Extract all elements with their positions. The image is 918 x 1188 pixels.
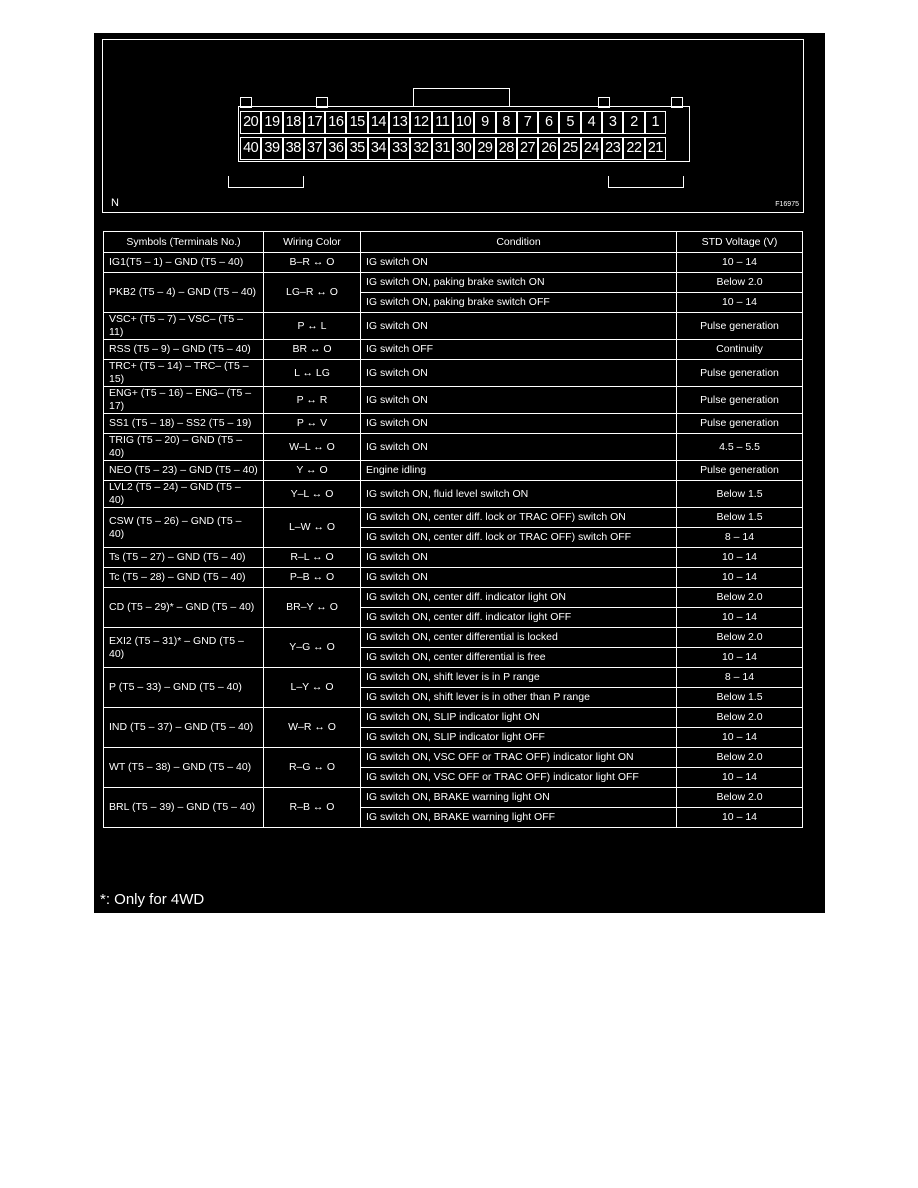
condition-cell: IG switch ON (361, 568, 677, 588)
symbol-cell: Ts (T5 – 27) – GND (T5 – 40) (104, 548, 264, 568)
condition-cell: IG switch ON, center diff. indicator light ON (361, 588, 677, 608)
condition-cell: IG switch ON (361, 434, 677, 461)
header-wiring-color: Wiring Color (264, 232, 361, 253)
wiring-color-cell: Y ↔ O (264, 461, 361, 481)
symbol-cell: SS1 (T5 – 18) – SS2 (T5 – 19) (104, 414, 264, 434)
symbol-cell: CSW (T5 – 26) – GND (T5 – 40) (104, 508, 264, 548)
voltage-cell: 10 – 14 (677, 548, 803, 568)
connector-pin: 14 (368, 111, 389, 134)
connector-pin: 1 (645, 111, 666, 134)
connector-pin: 12 (410, 111, 431, 134)
connector-pin: 27 (517, 137, 538, 160)
voltage-cell: 10 – 14 (677, 253, 803, 273)
footnote: *: Only for 4WD (100, 891, 205, 908)
wiring-color-cell: Y–G ↔ O (264, 628, 361, 668)
pin-row-top (240, 111, 666, 134)
header-condition: Condition (361, 232, 677, 253)
condition-cell: IG switch OFF (361, 340, 677, 360)
connector-pin: 21 (645, 137, 666, 160)
connector-pin: 34 (368, 137, 389, 160)
condition-cell: IG switch ON (361, 360, 677, 387)
header-symbols: Symbols (Terminals No.) (104, 232, 264, 253)
condition-cell: IG switch ON, paking brake switch OFF (361, 293, 677, 313)
voltage-cell: Pulse generation (677, 313, 803, 340)
symbol-cell: WT (T5 – 38) – GND (T5 – 40) (104, 748, 264, 788)
wiring-color-cell: BR ↔ O (264, 340, 361, 360)
voltage-cell: Pulse generation (677, 414, 803, 434)
condition-cell: IG switch ON, BRAKE warning light ON (361, 788, 677, 808)
header-std-voltage: STD Voltage (V) (677, 232, 803, 253)
voltage-cell: Below 1.5 (677, 688, 803, 708)
connector-pin: 37 (304, 137, 325, 160)
table-row (104, 628, 803, 648)
table-row (104, 313, 803, 340)
table-row (104, 708, 803, 728)
voltage-cell: 10 – 14 (677, 768, 803, 788)
connector-pin: 35 (346, 137, 367, 160)
connector-skirt-right (608, 176, 684, 188)
table-row (104, 668, 803, 688)
condition-cell: IG switch ON, fluid level switch ON (361, 481, 677, 508)
voltage-cell: Below 1.5 (677, 481, 803, 508)
voltage-cell: 4.5 – 5.5 (677, 434, 803, 461)
wiring-color-cell: W–R ↔ O (264, 708, 361, 748)
figure-id: F16975 (775, 201, 799, 208)
terminal-spec-table (103, 231, 803, 828)
symbol-cell: Tc (T5 – 28) – GND (T5 – 40) (104, 568, 264, 588)
voltage-cell: 10 – 14 (677, 568, 803, 588)
connector-pin: 7 (517, 111, 538, 134)
connector-pin: 36 (325, 137, 346, 160)
connector-pin: 17 (304, 111, 325, 134)
voltage-cell: 8 – 14 (677, 528, 803, 548)
wiring-color-cell: P ↔ L (264, 313, 361, 340)
connector-pin: 24 (581, 137, 602, 160)
wiring-color-cell: R–B ↔ O (264, 788, 361, 828)
symbol-cell: TRIG (T5 – 20) – GND (T5 – 40) (104, 434, 264, 461)
table-row (104, 340, 803, 360)
connector-pin: 31 (432, 137, 453, 160)
connector-pin: 18 (283, 111, 304, 134)
table-row (104, 253, 803, 273)
connector-pin: 3 (602, 111, 623, 134)
connector-pin: 15 (346, 111, 367, 134)
symbol-cell: NEO (T5 – 23) – GND (T5 – 40) (104, 461, 264, 481)
connector-pin: 30 (453, 137, 474, 160)
connector-key (413, 88, 510, 107)
condition-cell: IG switch ON (361, 414, 677, 434)
condition-cell: IG switch ON, center diff. lock or TRAC OFF) switch ON (361, 508, 677, 528)
connector-pin: 33 (389, 137, 410, 160)
connector-pin: 25 (559, 137, 580, 160)
connector-pin: 13 (389, 111, 410, 134)
condition-cell: Engine idling (361, 461, 677, 481)
symbol-cell: EXI2 (T5 – 31)* – GND (T5 – 40) (104, 628, 264, 668)
table-row (104, 548, 803, 568)
connector-pin: 19 (261, 111, 282, 134)
condition-cell: IG switch ON, center diff. lock or TRAC OFF) switch OFF (361, 528, 677, 548)
voltage-cell: Below 2.0 (677, 748, 803, 768)
connector-pin: 6 (538, 111, 559, 134)
connector-pin: 29 (474, 137, 495, 160)
condition-cell: IG switch ON (361, 548, 677, 568)
connector-pin: 32 (410, 137, 431, 160)
connector-pin: 39 (261, 137, 282, 160)
condition-cell: IG switch ON, SLIP indicator light ON (361, 708, 677, 728)
table-header-row (104, 232, 803, 253)
voltage-cell: 10 – 14 (677, 648, 803, 668)
table-row (104, 273, 803, 293)
connector-pin: 8 (496, 111, 517, 134)
condition-cell: IG switch ON (361, 313, 677, 340)
table-row (104, 568, 803, 588)
table-row (104, 748, 803, 768)
connector-pin: 10 (453, 111, 474, 134)
condition-cell: IG switch ON (361, 387, 677, 414)
table-row (104, 360, 803, 387)
condition-cell: IG switch ON, VSC OFF or TRAC OFF) indicator light ON (361, 748, 677, 768)
symbol-cell: LVL2 (T5 – 24) – GND (T5 – 40) (104, 481, 264, 508)
voltage-cell: 10 – 14 (677, 608, 803, 628)
symbol-cell: IG1(T5 – 1) – GND (T5 – 40) (104, 253, 264, 273)
connector-skirt-left (228, 176, 304, 188)
voltage-cell: Below 2.0 (677, 588, 803, 608)
wiring-color-cell: P–B ↔ O (264, 568, 361, 588)
wiring-color-cell: P ↔ R (264, 387, 361, 414)
symbol-cell: BRL (T5 – 39) – GND (T5 – 40) (104, 788, 264, 828)
symbol-cell: CD (T5 – 29)* – GND (T5 – 40) (104, 588, 264, 628)
table-row (104, 414, 803, 434)
connector-pin: 20 (240, 111, 261, 134)
connector-pin: 9 (474, 111, 495, 134)
condition-cell: IG switch ON, shift lever is in P range (361, 668, 677, 688)
pin-row-bottom (240, 137, 666, 160)
symbol-cell: ENG+ (T5 – 16) – ENG– (T5 – 17) (104, 387, 264, 414)
condition-cell: IG switch ON, center differential is locked (361, 628, 677, 648)
condition-cell: IG switch ON, VSC OFF or TRAC OFF) indicator light OFF (361, 768, 677, 788)
voltage-cell: 10 – 14 (677, 728, 803, 748)
wiring-color-cell: BR–Y ↔ O (264, 588, 361, 628)
table-row (104, 461, 803, 481)
table-row (104, 481, 803, 508)
connector-housing (238, 106, 690, 162)
voltage-cell: Below 1.5 (677, 508, 803, 528)
wiring-color-cell: B–R ↔ O (264, 253, 361, 273)
symbol-cell: VSC+ (T5 – 7) – VSC– (T5 – 11) (104, 313, 264, 340)
table-row (104, 387, 803, 414)
condition-cell: IG switch ON, center diff. indicator light OFF (361, 608, 677, 628)
symbol-cell: RSS (T5 – 9) – GND (T5 – 40) (104, 340, 264, 360)
voltage-cell: Below 2.0 (677, 628, 803, 648)
condition-cell: IG switch ON, shift lever is in other than P range (361, 688, 677, 708)
wiring-color-cell: R–G ↔ O (264, 748, 361, 788)
voltage-cell: Pulse generation (677, 387, 803, 414)
wiring-color-cell: L–W ↔ O (264, 508, 361, 548)
voltage-cell: Pulse generation (677, 461, 803, 481)
connector-pin: 2 (623, 111, 644, 134)
symbol-cell: IND (T5 – 37) – GND (T5 – 40) (104, 708, 264, 748)
connector-pin: 38 (283, 137, 304, 160)
voltage-cell: Pulse generation (677, 360, 803, 387)
connector-pin: 28 (496, 137, 517, 160)
connector-pin: 5 (559, 111, 580, 134)
table-row (104, 588, 803, 608)
document-panel (94, 33, 825, 913)
condition-cell: IG switch ON, center differential is free (361, 648, 677, 668)
connector-pin: 40 (240, 137, 261, 160)
voltage-cell: 10 – 14 (677, 808, 803, 828)
condition-cell: IG switch ON, BRAKE warning light OFF (361, 808, 677, 828)
wiring-color-cell: L–Y ↔ O (264, 668, 361, 708)
condition-cell: IG switch ON, paking brake switch ON (361, 273, 677, 293)
wiring-color-cell: P ↔ V (264, 414, 361, 434)
voltage-cell: Below 2.0 (677, 788, 803, 808)
connector-diagram (102, 39, 804, 213)
voltage-cell: Below 2.0 (677, 273, 803, 293)
voltage-cell: Continuity (677, 340, 803, 360)
symbol-cell: TRC+ (T5 – 14) – TRC– (T5 – 15) (104, 360, 264, 387)
connector-pin: 11 (432, 111, 453, 134)
symbol-cell: P (T5 – 33) – GND (T5 – 40) (104, 668, 264, 708)
connector-pin: 4 (581, 111, 602, 134)
connector-pin: 22 (623, 137, 644, 160)
voltage-cell: 10 – 14 (677, 293, 803, 313)
symbol-cell: PKB2 (T5 – 4) – GND (T5 – 40) (104, 273, 264, 313)
table-row (104, 434, 803, 461)
voltage-cell: Below 2.0 (677, 708, 803, 728)
wiring-color-cell: W–L ↔ O (264, 434, 361, 461)
wiring-color-cell: Y–L ↔ O (264, 481, 361, 508)
condition-cell: IG switch ON (361, 253, 677, 273)
connector-pin: 16 (325, 111, 346, 134)
connector-pin: 23 (602, 137, 623, 160)
table-row (104, 788, 803, 808)
wiring-color-cell: LG–R ↔ O (264, 273, 361, 313)
voltage-cell: 8 – 14 (677, 668, 803, 688)
wiring-color-cell: R–L ↔ O (264, 548, 361, 568)
table-row (104, 508, 803, 528)
wiring-color-cell: L ↔ LG (264, 360, 361, 387)
connector-label: N (111, 197, 119, 209)
connector-pin: 26 (538, 137, 559, 160)
condition-cell: IG switch ON, SLIP indicator light OFF (361, 728, 677, 748)
